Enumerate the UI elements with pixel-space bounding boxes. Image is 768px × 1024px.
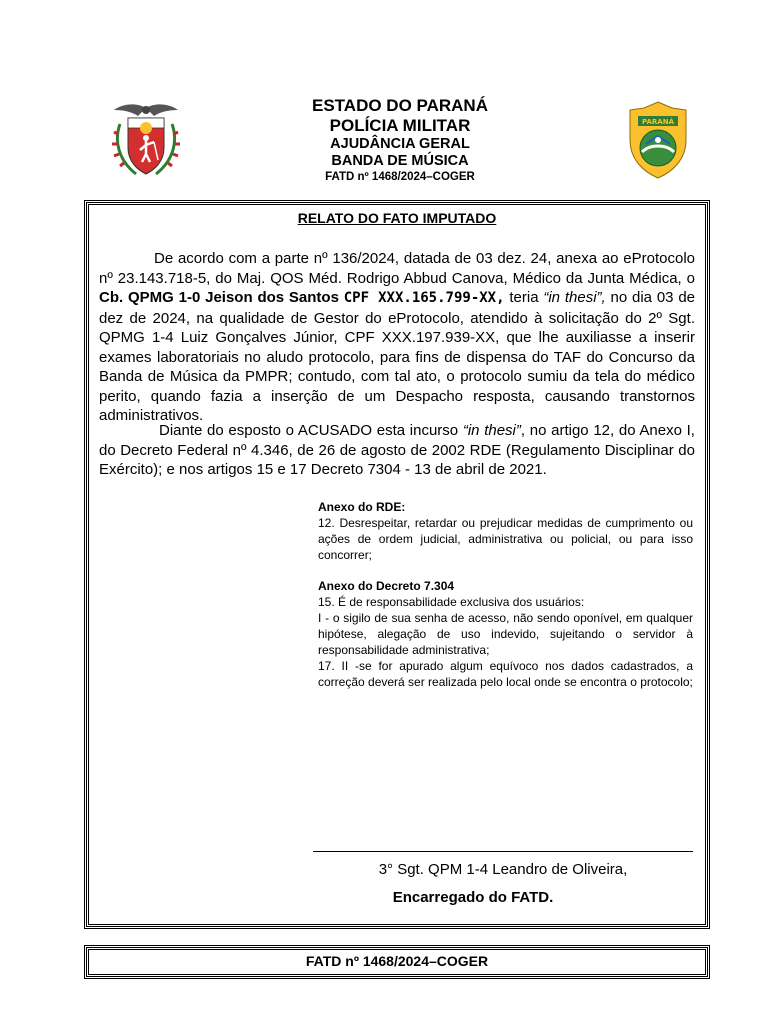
- p1-in-thesi: “in thesi”,: [543, 289, 606, 306]
- signature-name: 3° Sgt. QPM 1-4 Leandro de Oliveira,: [378, 861, 628, 878]
- annex-decree-item-15-i: I - o sigilo de sua senha de acesso, não sendo oponível, em qualquer hipótese, alegação de uso indevido, sujeitando o servidor à responsabilidade administrativa;: [318, 611, 693, 657]
- svg-text:PARANÁ: PARANÁ: [642, 118, 674, 126]
- p1-text-a: De acordo com a parte nº 136/2024, datada de 03 dez. 24, anexa ao eProtocolo nº 23.143.718-5, do Maj. QOS Méd. Rodrigo Abbud Canova, Médico da Junta Médica, o: [99, 250, 695, 287]
- accused-name: Cb. QPMG 1-0 Jeison dos Santos: [99, 289, 339, 306]
- p2-text-a: Diante do esposto o ACUSADO esta incurso: [159, 422, 463, 439]
- report-title: RELATO DO FATO IMPUTADO: [297, 210, 497, 226]
- annex-rde: [318, 499, 693, 563]
- department-name: AJUDÂNCIA GERAL: [330, 136, 470, 152]
- police-name: POLÍCIA MILITAR: [329, 116, 471, 135]
- signature-role: Encarregado do FATD.: [392, 889, 554, 906]
- annex-decree-item-17: 17. II -se for apurado algum equívoco nos dados cadastrados, a correção deverá ser realizada pelo local onde se encontra o protocolo;: [318, 659, 693, 689]
- annex-decree-heading: Anexo do Decreto 7.304: [318, 579, 455, 593]
- report-box: [86, 202, 708, 927]
- annex-decree: [318, 578, 693, 690]
- report-paragraph-2: [99, 421, 695, 480]
- annex-rde-heading: Anexo do RDE:: [318, 500, 406, 514]
- header-fatd-number: FATD nº 1468/2024–COGER: [325, 171, 475, 183]
- annex-rde-item-12: 12. Desrespeitar, retardar ou prejudicar medidas de cumprimento ou ações de ordem judicial, administrativa ou policial, ou para isso concorrer;: [318, 516, 693, 562]
- parana-coat-of-arms-icon: [110, 100, 182, 180]
- p1-text-c: no dia 03 de dez de 2024, na qualidade de Gestor do eProtocolo, atendido à solicitação do 2º Sgt. QPMG 1-4 Luiz Gonçalves Júnior, CPF XXX.197.939-XX, que lhe auxiliasse a inserir exames laboratoriais no aludo protocolo, para fins de dispensa do TAF do Concurso da Banda de Música da PMPR; contudo, com tal ato, o protocolo sumiu da tela do médico perito, quando fazia a inserção de um Despacho resposta, causando transtornos administrativos.: [99, 289, 695, 424]
- unit-name: BANDA DE MÚSICA: [331, 153, 469, 169]
- p1-text-b: teria: [504, 289, 544, 306]
- document-header: [0, 96, 768, 192]
- p2-in-thesi: “in thesi”: [462, 422, 521, 439]
- annex-decree-item-15: 15. É de responsabilidade exclusiva dos usuários:: [318, 595, 585, 609]
- state-name: ESTADO DO PARANÁ: [312, 96, 488, 115]
- pmpr-badge-icon: [624, 100, 692, 180]
- footer-fatd-number: FATD nº 1468/2024–COGER: [86, 947, 708, 977]
- p2-text-b: , no artigo 12, do Anexo I, do Decreto Federal nº 4.346, de 26 de agosto de 2002 RDE (Regulamento Disciplinar do Exército); e nos artigos 15 e 17 Decreto 7304 - 13 de abril de 2021.: [99, 422, 695, 478]
- accused-cpf: CPF XXX.165.799-XX,: [343, 290, 505, 306]
- report-paragraph-1: [99, 249, 695, 426]
- signature-line: [313, 851, 693, 852]
